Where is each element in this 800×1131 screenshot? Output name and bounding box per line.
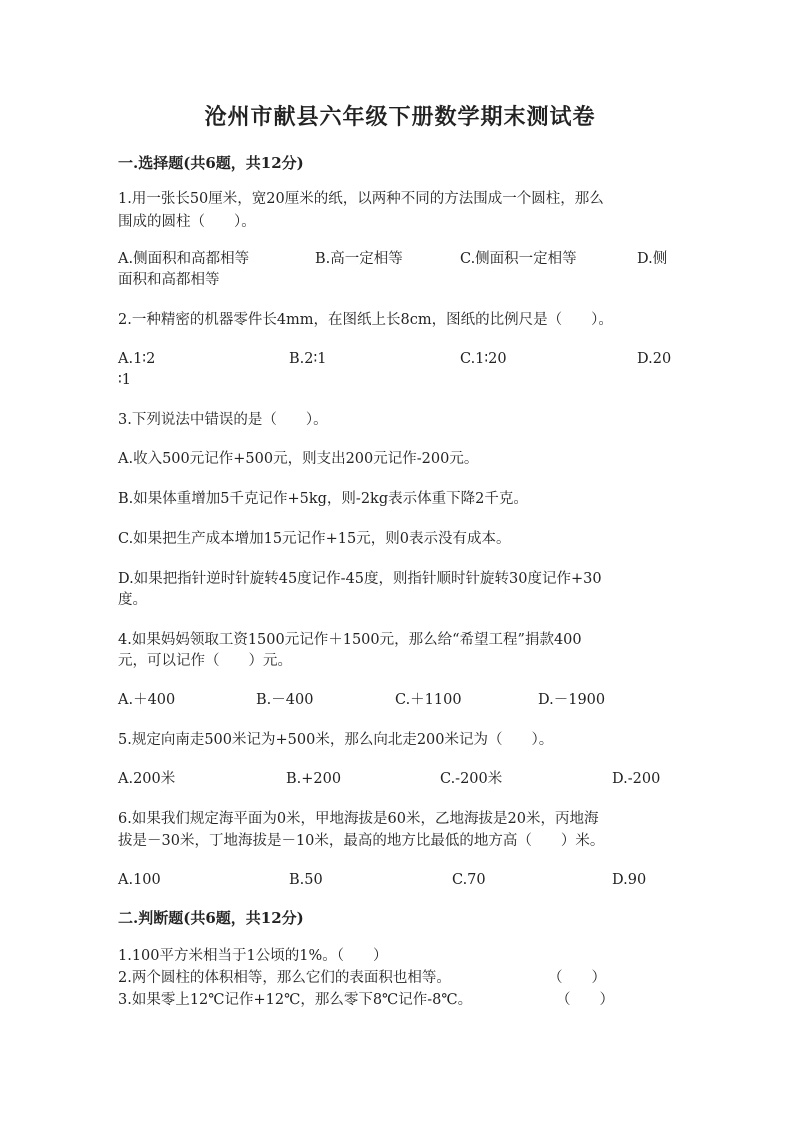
q2-option-d: D.20 — [637, 351, 672, 367]
judgement-item-3-answer: （ ） — [556, 992, 614, 1008]
judgement-item-3: 3.如果零上12℃记作+12℃，那么零下8℃记作-8℃。 — [118, 992, 473, 1008]
q4-option-b: B.－400 — [256, 692, 314, 708]
q1-option-a: A.侧面积和高都相等 — [118, 251, 250, 267]
q1-stem-line1: 1.用一张长50厘米，宽20厘米的纸，以两种不同的方法围成一个圆柱，那么 — [118, 191, 604, 207]
judgement-item-1: 1.100平方米相当于1公顷的1%。（ ） — [118, 948, 388, 964]
q4-option-d: D.－1900 — [538, 692, 606, 708]
q3-option-a: A.收入500元记作+500元，则支出200元记作-200元。 — [118, 451, 479, 467]
page-title: 沧州市献县六年级下册数学期末测试卷 — [204, 104, 596, 130]
q1-option-d: D.侧 — [637, 251, 668, 267]
q5-option-c: C.-200米 — [440, 771, 503, 787]
q6-option-c: C.70 — [452, 872, 486, 888]
q5-option-b: B.+200 — [286, 771, 342, 787]
q4-stem-line1: 4.如果妈妈领取工资1500元记作＋1500元，那么给“希望工程”捐款400 — [118, 632, 582, 648]
q4-option-a: A.＋400 — [118, 692, 176, 708]
judgement-item-2: 2.两个圆柱的体积相等，那么它们的表面积也相等。 — [118, 970, 451, 986]
judgement-item-2-answer: （ ） — [548, 970, 606, 986]
q3-stem: 3.下列说法中错误的是（ ）。 — [118, 412, 328, 428]
q3-option-d: D.如果把指针逆时针旋转45度记作-45度，则指针顺时针旋转30度记作+30 — [118, 571, 602, 587]
q2-option-c: C.1∶20 — [460, 351, 507, 367]
q1-option-c: C.侧面积一定相等 — [460, 251, 577, 267]
q2-stem: 2.一种精密的机器零件长4mm，在图纸上长8cm，图纸的比例尺是（ ）。 — [118, 312, 613, 328]
q3-option-c: C.如果把生产成本增加15元记作+15元，则0表示没有成本。 — [118, 531, 511, 547]
q3-option-b: B.如果体重增加5千克记作+5kg，则-2kg表示体重下降2千克。 — [118, 491, 528, 507]
section-heading-judgement: 二.判断题(共6题，共12分) — [118, 909, 304, 927]
q5-stem: 5.规定向南走500米记为+500米，那么向北走200米记为（ ）。 — [118, 732, 554, 748]
q6-stem-line1: 6.如果我们规定海平面为0米，甲地海拔是60米，乙地海拔是20米，丙地海 — [118, 811, 599, 827]
q6-stem-line2: 拔是－30米，丁地海拔是－10米，最高的地方比最低的地方高（ ）米。 — [118, 833, 605, 849]
q5-option-a: A.200米 — [118, 771, 176, 787]
section-heading-choice: 一.选择题(共6题，共12分) — [118, 154, 304, 172]
q2-option-b: B.2∶1 — [289, 351, 327, 367]
q2-option-d-cont: ∶1 — [118, 372, 131, 388]
q1-option-b: B.高一定相等 — [315, 251, 403, 267]
q4-option-c: C.＋1100 — [395, 692, 462, 708]
q3-option-d-cont: 度。 — [118, 592, 147, 608]
q4-stem-line2: 元，可以记作（ ）元。 — [118, 653, 292, 669]
q1-option-d-cont: 面积和高都相等 — [118, 272, 220, 288]
q6-option-b: B.50 — [289, 872, 323, 888]
q1-stem-line2: 围成的圆柱（ ）。 — [118, 214, 256, 230]
q6-option-a: A.100 — [118, 872, 161, 888]
q6-option-d: D.90 — [612, 872, 647, 888]
q2-option-a: A.1∶2 — [118, 351, 156, 367]
q5-option-d: D.-200 — [612, 771, 661, 787]
